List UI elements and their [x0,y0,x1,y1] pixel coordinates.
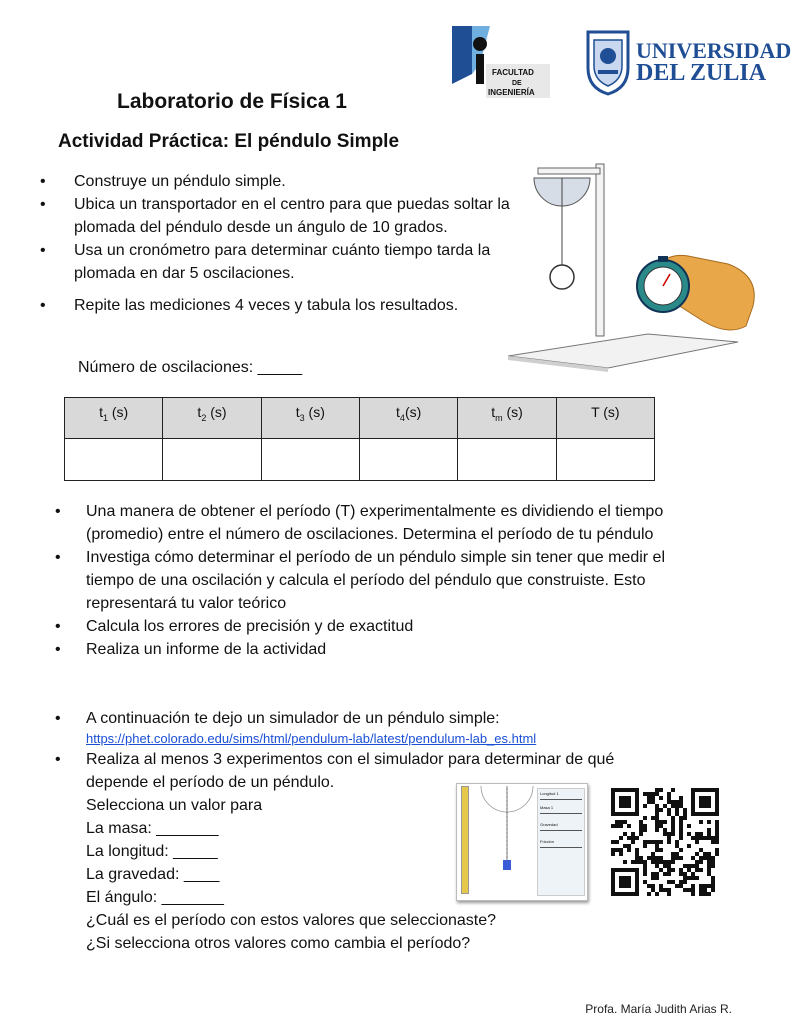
question-change: ¿Si selecciona otros valores como cambia el período? [86,935,471,952]
table-header-row [65,398,655,439]
table-row [65,439,655,481]
length-field: La longitud: _____ [86,843,218,860]
table-cell[interactable] [261,439,359,481]
header-t2: $t_2$ (s) [163,398,261,439]
angle-field: El ángulo: _______ [86,889,224,906]
list-item: • Una manera de obtener el período (T) experimentalmente es dividiendo el tiempo (promedio) entre el número de oscilaciones. Determina el período de tu péndulo [55,503,664,543]
list-item: • Realiza al menos 3 experimentos con el simulador para determinar de qué depende el período de un péndulo. Selecciona un valor para La masa: _______ La longitud: _____ La gravedad: ____ El ángulo: _______ ¿Cuál es el período con estos valores que seleccionaste? ¿Si selecciona otros valores como cambia el período? [55,748,665,955]
list-item: • Usa un cronómetro para determinar cuánto tiempo tarda la plomada en dar 5 oscilaciones. [40,242,491,282]
instructions-list [40,170,510,317]
question-period: ¿Cuál es el período con estos valores que seleccionaste? [86,912,497,929]
results-table [64,397,655,481]
header-t3: $t_3$ (s) [261,398,359,439]
table-cell[interactable] [556,439,654,481]
header-period: T (s) [556,398,654,439]
list-item: • Ubica un transportador en el centro para que puedas soltar la plomada del péndulo desde un ángulo de 10 grados. [40,196,510,236]
select-prompt: Selecciona un valor para [86,797,263,814]
list-item: • A continuación te dejo un simulador de un péndulo simple: https://phet.colorado.edu/sims/html/pendulum-lab/latest/pendulum-lab_es.html [55,707,665,748]
page-title: Laboratorio de Física 1 [117,90,347,113]
university-name-line-2: DEL ZULIA [636,60,767,86]
list-item: • Repite las mediciones 4 veces y tabula los resultados. [40,297,459,314]
faculty-logo-line-1: FACULTAD [492,68,534,77]
panel-label: Longitud 1 [540,791,559,796]
table-cell[interactable] [359,439,457,481]
university-name-line-1: UNIVERSIDAD [636,38,791,63]
panel-label: Gravedad [540,822,558,827]
header-t1: $t_1$ (s) [65,398,163,439]
gravity-field: La gravedad: ____ [86,866,220,883]
panel-label: Fricción [540,839,555,844]
table-cell[interactable] [65,439,163,481]
simulator-link[interactable]: https://phet.colorado.edu/sims/html/pendulum-lab/latest/pendulum-lab_es.html [86,731,537,746]
table-cell[interactable] [163,439,261,481]
faculty-logo [450,24,555,100]
list-item: • Construye un péndulo simple. [40,173,286,190]
author-credit: Profa. María Judith Arias R. [585,1002,732,1016]
header-t4: $t_4(s)$ [359,398,457,439]
simulator-controls-panel [537,788,585,896]
panel-label: Masa 1 [540,805,554,810]
simulator-screenshot [456,783,588,901]
list-item: • Realiza un informe de la actividad [55,641,327,658]
tasks-list [55,500,725,661]
university-logo [584,28,791,98]
mass-field: La masa: _______ [86,820,219,837]
qr-code [611,788,719,901]
ruler [461,786,469,894]
list-item: • Calcula los errores de precisión y de exactitud [55,618,414,635]
list-item: • Investiga cómo determinar el período de un péndulo simple sin tener que medir el tiempo de una oscilación y calcula el período del péndulo que construiste. Esto representará tu valor teórico [55,549,665,612]
faculty-logo-line-3: INGENIERÍA [488,88,535,97]
pendulum-setup-illustration [498,156,760,378]
table-cell[interactable] [458,439,556,481]
faculty-logo-line-2: DE [512,80,522,87]
page-subtitle: Actividad Práctica: El péndulo Simple [58,131,400,152]
oscillations-count-label: Número de oscilaciones: _____ [78,359,303,376]
header-tm: $t_m$ (s) [458,398,556,439]
